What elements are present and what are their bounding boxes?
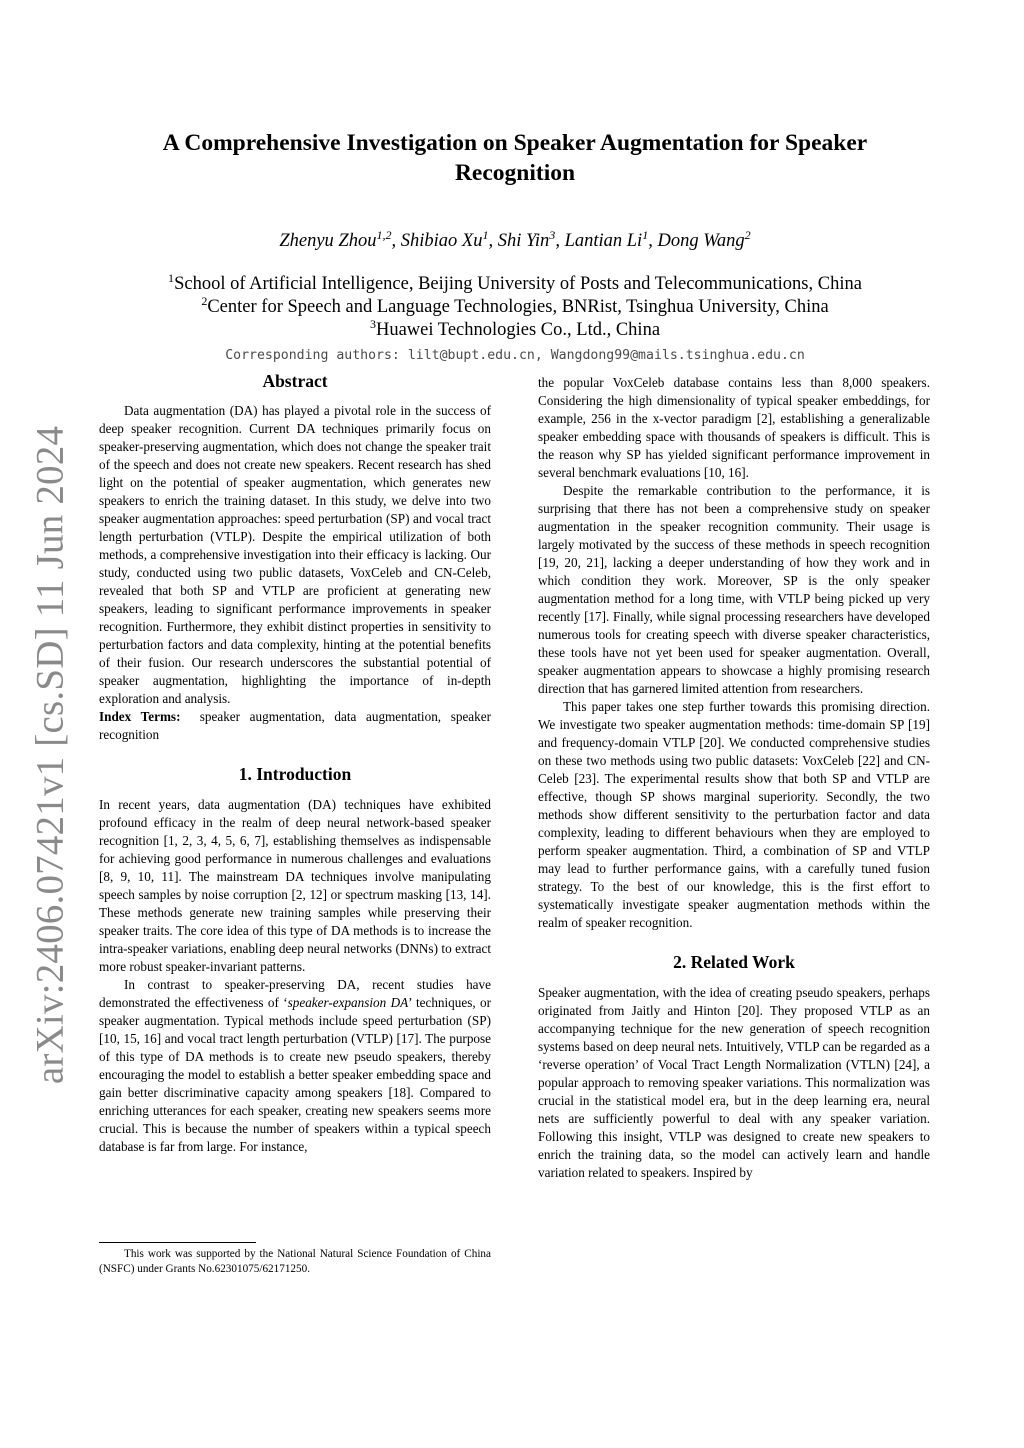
related-work-paragraph: Speaker augmentation, with the idea of creating pseudo speakers, perhaps originated from Jaitly and Hinton [20]. They proposed VTLP as an accompanying technique for the new generation of speech recognition systems based on deep neural nets. Intuitively, VTLP can be regarded as a ‘reverse operation’ of Vocal Tract Length Normalization (VTLN) [24], a popular approach to removing speaker variations. This normalization was crucial in the statistical model era, but in the deep learning era, neural nets are sufficiently powerful to deal with any speaker variation. Following this insight, VTLP was designed to create new speakers to enrich the training data, so the model can actively learn and handle variation related to speakers. Inspired by — [538, 985, 930, 1180]
author: Shibiao Xu$^1$, — [400, 227, 498, 251]
author: Zhenyu Zhou$^{1,2}$, — [279, 227, 401, 251]
abstract-text: Data augmentation (DA) has played a pivotal role in the success of deep speaker recognition. Current DA techniques primarily focus on speaker-preserving augmentation, which does not change the speaker trait of the speech and does not create new speakers. Recent research has shed light on the potential of speaker augmentation, which generates new speakers to enrich the training dataset. In this study, we delve into two speaker augmentation approaches: speed perturbation (SP) and vocal tract length perturbation (VTLP). Despite the empirical utilization of both methods, a comprehensive investigation into their efficacy is lacking. Our study, conducted using two public datasets, VoxCeleb and CN-Celeb, revealed that both SP and VTLP are proficient at generating new speakers, leading to significant performance improvements in speaker recognition. Furthermore, they exhibit distinct properties in sensitivity to perturbation factors and data complexity, hinting at the potential benefits of their fusion. Our research underscores the substantial potential of speaker augmentation, highlighting the importance of in-depth exploration and analysis. — [99, 403, 491, 706]
affiliations — [100, 270, 930, 342]
author: Shi Yin$^3$, — [497, 227, 565, 251]
related-work-heading: 2. Related Work — [673, 952, 795, 972]
arxiv-stamp — [28, 425, 72, 1085]
right-column — [538, 374, 930, 1182]
paper-title: A Comprehensive Investigation on Speaker Augmentation for Speaker Recognition — [162, 130, 868, 186]
footnote — [99, 1242, 491, 1277]
author: Lantian Li$^1$, — [564, 227, 658, 251]
intro-paragraph: This paper takes one step further towards this promising direction. We investigate two speaker augmentation methods: time-domain SP [19] and frequency-domain VTLP [20]. We conducted comprehensive studies on these two methods using two public datasets: VoxCeleb [22] and CN-Celeb [23]. The experimental results show that both SP and VTLP are effective, though SP shows marginal superiority. Secondly, the two methods show different sensitivity to the perturbation factor and data complexity, leading to different behaviours when they are employed to perform speaker augmentation. Third, a combination of SP and VTLP may lead to further performance gains, with a carefully tuned fusion strategy. To the best of our knowledge, this is the first effort to systematically investigate speaker augmentation methods within the realm of speaker recognition. — [538, 699, 930, 930]
author-list — [100, 227, 930, 252]
footnote-rule — [99, 1242, 256, 1243]
affiliation: $^3$Huawei Technologies Co., Ltd., China — [369, 316, 661, 340]
intro-paragraph-continued: the popular VoxCeleb database contains less than 8,000 speakers. Considering the high dimensionality of typical speaker embeddings, for example, 256 in the x-vector paradigm [2], establishing a generalizable speaker embedding space with thousands of speakers is difficult. This is the reason why SP has yielded significant performance improvement in several benchmark evaluations [10, 16]. — [538, 375, 930, 480]
index-terms: Index Terms: speaker augmentation, data augmentation, speaker recognition — [99, 709, 492, 742]
abstract-heading: Abstract — [262, 371, 328, 391]
corresponding-authors: Corresponding authors: lilt@bupt.edu.cn, Wangdong99@mails.tsinghua.edu.cn — [225, 348, 805, 363]
left-column — [99, 368, 491, 1156]
footnote-text: This work was supported by the National Natural Science Foundation of China (NSFC) under Grants No.62301075/62171250. — [99, 1248, 491, 1275]
intro-heading: 1. Introduction — [238, 764, 352, 784]
intro-paragraph: In recent years, data augmentation (DA) techniques have exhibited profound efficacy in the realm of deep neural network-based speaker recognition [1, 2, 3, 4, 5, 6, 7], establishing themselves as indispensable for achieving good performance in numerous challenges and evaluations [8, 9, 10, 11]. The mainstream DA techniques involve manipulating speech samples by noise corruption [2, 12] or spectrum masking [13, 14]. These methods generate new training samples while preserving their speaker traits. The core idea of this type of DA methods is to increase the intra-speaker variations, enabling deep neural networks (DNNs) to extract more robust speaker-invariant patterns. — [99, 797, 491, 974]
affiliation: $^2$Center for Speech and Language Technologies, BNRist, Tsinghua University, China — [201, 293, 829, 317]
intro-paragraph: In contrast to speaker-preserving DA, recent studies have demonstrated the effectiveness of ‘speaker-expansion DA’ techniques, or speaker augmentation. Typical methods include speed perturbation (SP) [10, 15, 16] and vocal tract length perturbation (VTLP) [17]. The purpose of this type of DA methods is to create new pseudo speakers, thereby encouraging the model to establish a better speaker embedding space and gain better discriminative capacity among speakers [18]. Compared to enriching utterances for each speaker, creating new speakers seems more crucial. This is because the number of speakers within a typical speech database is far from large. For instance, — [99, 977, 491, 1154]
arxiv-stamp-text: arXiv:2406.07421v1 [cs.SD] 11 Jun 2024 — [28, 425, 72, 1085]
affiliation: $^1$School of Artificial Intelligence, Beijing University of Posts and Telecommunications, China — [168, 270, 862, 294]
intro-paragraph: Despite the remarkable contribution to the performance, it is surprising that there has not been a comprehensive study on speaker augmentation in the speaker recognition community. Their usage is largely motivated by the success of these methods in speech recognition [19, 20, 21], lacking a deeper understanding of how they work and in which condition they work. Moreover, SP is the only speaker augmentation method for a long time, with VTLP being picked up very recently [17]. Finally, while signal processing researchers have developed numerous tools for creating speech with diverse speaker characteristics, these tools have not yet been used for speaker augmentation. Overall, speaker augmentation appears to showcase a highly promising research direction that has garnered limited attention from researchers. — [538, 483, 930, 696]
author: Dong Wang$^2$ — [657, 227, 751, 251]
